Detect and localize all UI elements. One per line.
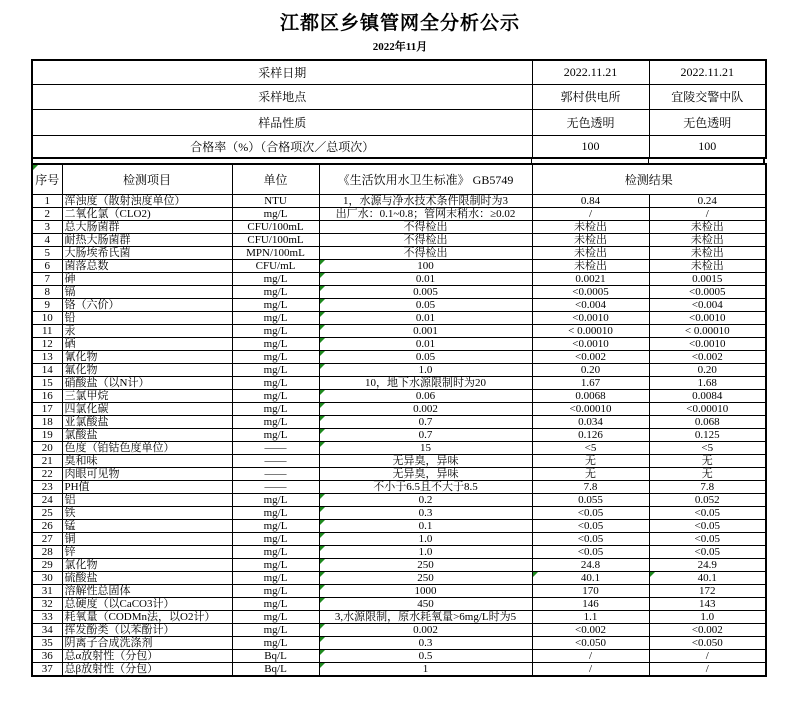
row-number-cell: 24 [32,493,62,506]
result-site1-cell: < 0.00010 [532,324,649,337]
result-site2-cell: / [649,649,766,662]
result-site1-cell: 40.1 [532,571,649,584]
item-cell: 大肠埃希氏菌 [62,246,232,259]
unit-cell: CFU/mL [232,259,319,272]
row-number-cell: 9 [32,298,62,311]
table-row [32,324,766,337]
standard-cell: 0.7 [319,428,532,441]
unit-cell: mg/L [232,376,319,389]
result-site1-cell: / [532,649,649,662]
result-site2-cell: 0.125 [649,428,766,441]
unit-cell: CFU/100mL [232,233,319,246]
row-number-cell: 31 [32,584,62,597]
table-row [32,350,766,363]
unit-cell: mg/L [232,623,319,636]
row-number-cell: 17 [32,402,62,415]
table-row [32,298,766,311]
result-site1-cell: 无 [532,467,649,480]
standard-cell: 250 [319,571,532,584]
unit-cell: mg/L [232,324,319,337]
table-row [32,623,766,636]
result-site1-cell: <0.05 [532,545,649,558]
result-site2-cell: 7.8 [649,480,766,493]
result-site1-cell: 1.1 [532,610,649,623]
standard-cell: 0.2 [319,493,532,506]
result-site1-cell: 未检出 [532,220,649,233]
table-row [32,194,766,207]
unit-cell: CFU/100mL [232,220,319,233]
table-row [32,467,766,480]
unit-cell: mg/L [232,558,319,571]
table-row [32,493,766,506]
table-row [32,571,766,584]
unit-cell: mg/L [232,597,319,610]
standard-cell: 无异臭，异味 [319,454,532,467]
standard-cell: 0.01 [319,311,532,324]
result-site1-cell: 0.20 [532,363,649,376]
result-site2-cell: / [649,207,766,220]
row-number-cell: 29 [32,558,62,571]
result-site2-cell: 未检出 [649,220,766,233]
table-row [32,259,766,272]
table-row [32,636,766,649]
unit-cell: mg/L [232,363,319,376]
table-row [32,246,766,259]
unit-cell: mg/L [232,350,319,363]
standard-cell: 不小于6.5且不大于8.5 [319,480,532,493]
unit-cell: mg/L [232,389,319,402]
item-cell: 锌 [62,545,232,558]
result-site2-cell: 0.052 [649,493,766,506]
result-site2-cell: < 0.00010 [649,324,766,337]
info-label-sampling-date: 采样日期 [32,60,532,84]
table-row [32,610,766,623]
unit-cell: —— [232,467,319,480]
standard-cell: 0.001 [319,324,532,337]
result-site2-cell: 0.20 [649,363,766,376]
sampling-date-site2: 2022.11.21 [649,60,766,84]
result-site1-cell: 170 [532,584,649,597]
table-row [32,506,766,519]
pass-rate-site1: 100 [532,135,649,158]
table-row [32,285,766,298]
row-number-cell: 5 [32,246,62,259]
row-number-cell: 19 [32,428,62,441]
result-site2-cell: 40.1 [649,571,766,584]
result-site1-cell: <0.004 [532,298,649,311]
result-site2-cell: <0.00010 [649,402,766,415]
unit-cell: —— [232,454,319,467]
table-row [32,519,766,532]
table-row [32,584,766,597]
unit-cell: MPN/100mL [232,246,319,259]
unit-cell: mg/L [232,519,319,532]
result-site2-cell: 未检出 [649,246,766,259]
table-row [32,207,766,220]
standard-cell: 不得检出 [319,246,532,259]
result-site2-cell: <5 [649,441,766,454]
standard-cell: 0.06 [319,389,532,402]
row-number-cell: 20 [32,441,62,454]
unit-cell: mg/L [232,337,319,350]
info-label-sample-nature: 样品性质 [32,109,532,135]
item-cell: 二氧化氯（CLO2) [62,207,232,220]
result-site1-cell: 未检出 [532,233,649,246]
table-row [32,376,766,389]
item-cell: 挥发酚类（以苯酚计） [62,623,232,636]
result-site2-cell: <0.004 [649,298,766,311]
result-site2-cell: <0.002 [649,623,766,636]
standard-cell: 1.0 [319,545,532,558]
sampling-date-site1: 2022.11.21 [532,60,649,84]
result-site2-cell: 0.0015 [649,272,766,285]
row-number-cell: 7 [32,272,62,285]
item-cell: 铝 [62,493,232,506]
result-site1-cell: <0.002 [532,623,649,636]
row-number-cell: 27 [32,532,62,545]
item-cell: 肉眼可见物 [62,467,232,480]
standard-cell: 100 [319,259,532,272]
result-site1-cell: <5 [532,441,649,454]
standard-cell: 0.002 [319,402,532,415]
result-site1-cell: / [532,207,649,220]
unit-cell: mg/L [232,506,319,519]
col-header-result: 检测结果 [532,164,766,194]
standard-cell: 250 [319,558,532,571]
unit-cell: NTU [232,194,319,207]
unit-cell: mg/L [232,493,319,506]
item-cell: 铬（六价） [62,298,232,311]
result-site2-cell: <0.0005 [649,285,766,298]
standard-cell: 0.5 [319,649,532,662]
standard-cell: 450 [319,597,532,610]
row-number-cell: 4 [32,233,62,246]
table-row [32,480,766,493]
row-number-cell: 34 [32,623,62,636]
item-cell: 色度（铂钴色度单位） [62,441,232,454]
result-site1-cell: <0.05 [532,532,649,545]
table-row [32,415,766,428]
page-subtitle: 2022年11月 [372,41,428,53]
result-site2-cell: 无 [649,454,766,467]
standard-cell: 10，地下水源限制时为20 [319,376,532,389]
table-gap-strip [31,159,765,163]
item-cell: 氰化物 [62,350,232,363]
sample-nature-site2: 无色透明 [649,109,766,135]
info-row-sample-nature [32,109,766,135]
standard-cell: 1000 [319,584,532,597]
col-header-item: 检测项目 [62,164,232,194]
standard-cell: 1.0 [319,363,532,376]
result-site2-cell: 24.9 [649,558,766,571]
page-title: 江都区乡镇管网全分析公示 [279,13,520,34]
result-site2-cell: 无 [649,467,766,480]
col-header-standard: 《生活饮用水卫生标准》 GB5749 [319,164,532,194]
item-cell: 氯酸盐 [62,428,232,441]
info-label-sampling-location: 采样地点 [32,84,532,109]
result-site1-cell: <0.0010 [532,311,649,324]
row-number-cell: 37 [32,662,62,676]
table-row [32,532,766,545]
info-row-sampling-location [32,84,766,109]
result-site2-cell: <0.05 [649,519,766,532]
results-body [32,194,766,676]
col-header-unit: 单位 [232,164,319,194]
unit-cell: mg/L [232,207,319,220]
item-cell: 总硬度（以CaCO3计） [62,597,232,610]
info-row-pass-rate [32,135,766,158]
standard-cell: 0.01 [319,337,532,350]
row-number-cell: 33 [32,610,62,623]
row-number-cell: 28 [32,545,62,558]
table-row [32,220,766,233]
unit-cell: mg/L [232,402,319,415]
row-number-cell: 16 [32,389,62,402]
result-site2-cell: 0.068 [649,415,766,428]
unit-cell: mg/L [232,311,319,324]
standard-cell: 0.05 [319,298,532,311]
item-cell: 耗氧量（CODMn法，以O2计） [62,610,232,623]
result-site2-cell: <0.0010 [649,311,766,324]
row-number-cell: 23 [32,480,62,493]
item-cell: 四氯化碳 [62,402,232,415]
unit-cell: mg/L [232,285,319,298]
pass-rate-site2: 100 [649,135,766,158]
result-site2-cell: 1.0 [649,610,766,623]
standard-cell: 0.01 [319,272,532,285]
item-cell: 砷 [62,272,232,285]
unit-cell: mg/L [232,532,319,545]
unit-cell: mg/L [232,636,319,649]
item-cell: 三氯甲烷 [62,389,232,402]
result-site2-cell: <0.050 [649,636,766,649]
result-site2-cell: <0.002 [649,350,766,363]
unit-cell: Bq/L [232,662,319,676]
result-site2-cell: 0.0084 [649,389,766,402]
standard-cell: 3,水源限制，原水耗氧量>6mg/L时为5 [319,610,532,623]
row-number-cell: 18 [32,415,62,428]
result-site1-cell: <0.050 [532,636,649,649]
standard-cell: 不得检出 [319,233,532,246]
table-row [32,454,766,467]
row-number-cell: 32 [32,597,62,610]
standard-cell: 15 [319,441,532,454]
item-cell: 浑浊度（散射浊度单位） [62,194,232,207]
item-cell: 铁 [62,506,232,519]
result-site1-cell: 未检出 [532,246,649,259]
result-site1-cell: / [532,662,649,676]
result-site1-cell: 0.0068 [532,389,649,402]
standard-cell: 0.7 [319,415,532,428]
result-site2-cell: <0.05 [649,545,766,558]
result-site1-cell: 0.126 [532,428,649,441]
results-header-row [32,164,766,194]
unit-cell: —— [232,441,319,454]
item-cell: 镉 [62,285,232,298]
info-row-sampling-date [32,60,766,84]
item-cell: 菌落总数 [62,259,232,272]
item-cell: 总α放射性（分包） [62,649,232,662]
item-cell: 汞 [62,324,232,337]
item-cell: 氟化物 [62,363,232,376]
result-site1-cell: <0.05 [532,506,649,519]
standard-cell: 0.005 [319,285,532,298]
standard-cell: 出厂水：0.1~0.8；管网末稍水：≥0.02 [319,207,532,220]
result-site1-cell: 7.8 [532,480,649,493]
table-row [32,363,766,376]
standard-cell: 1，水源与净水技术条件限制时为3 [319,194,532,207]
result-site1-cell: 1.67 [532,376,649,389]
standard-cell: 0.002 [319,623,532,636]
result-site2-cell: 172 [649,584,766,597]
item-cell: 阴离子合成洗涤剂 [62,636,232,649]
row-number-cell: 30 [32,571,62,584]
result-site1-cell: 0.055 [532,493,649,506]
unit-cell: mg/L [232,584,319,597]
result-site1-cell: <0.00010 [532,402,649,415]
table-row [32,649,766,662]
standard-cell: 不得检出 [319,220,532,233]
row-number-cell: 14 [32,363,62,376]
item-cell: 臭和味 [62,454,232,467]
unit-cell: mg/L [232,428,319,441]
result-site1-cell: 146 [532,597,649,610]
item-cell: 硫酸盐 [62,571,232,584]
row-number-cell: 8 [32,285,62,298]
result-site2-cell: / [649,662,766,676]
result-site2-cell: 143 [649,597,766,610]
info-label-pass-rate: 合格率（%）（合格项次／总项次） [32,135,532,158]
item-cell: PH值 [62,480,232,493]
row-number-cell: 12 [32,337,62,350]
row-number-cell: 21 [32,454,62,467]
result-site1-cell: 0.84 [532,194,649,207]
standard-cell: 0.05 [319,350,532,363]
result-site1-cell: 24.8 [532,558,649,571]
unit-cell: mg/L [232,610,319,623]
result-site2-cell: 未检出 [649,233,766,246]
row-number-cell: 1 [32,194,62,207]
item-cell: 硝酸盐（以N计） [62,376,232,389]
unit-cell: mg/L [232,571,319,584]
table-row [32,337,766,350]
row-number-cell: 6 [32,259,62,272]
result-site2-cell: <0.0010 [649,337,766,350]
result-site1-cell: <0.002 [532,350,649,363]
table-row [32,662,766,676]
result-site1-cell: <0.0010 [532,337,649,350]
table-row [32,428,766,441]
item-cell: 铅 [62,311,232,324]
result-site2-cell: 未检出 [649,259,766,272]
unit-cell: Bq/L [232,649,319,662]
standard-cell: 1 [319,662,532,676]
standard-cell: 0.3 [319,636,532,649]
table-row [32,545,766,558]
row-number-cell: 22 [32,467,62,480]
row-number-cell: 2 [32,207,62,220]
result-site1-cell: 0.034 [532,415,649,428]
row-number-cell: 3 [32,220,62,233]
item-cell: 溶解性总固体 [62,584,232,597]
col-header-row-number: 序号 [32,164,62,194]
results-table [31,163,767,677]
table-row [32,558,766,571]
result-site2-cell: <0.05 [649,532,766,545]
item-cell: 氯化物 [62,558,232,571]
row-number-cell: 11 [32,324,62,337]
table-row [32,272,766,285]
unit-cell: mg/L [232,545,319,558]
table-row [32,233,766,246]
sample-info-table [31,59,767,159]
standard-cell: 1.0 [319,532,532,545]
unit-cell: mg/L [232,272,319,285]
row-number-cell: 25 [32,506,62,519]
unit-cell: —— [232,480,319,493]
row-number-cell: 13 [32,350,62,363]
table-row [32,597,766,610]
table-row [32,402,766,415]
row-number-cell: 35 [32,636,62,649]
item-cell: 总β放射性（分包） [62,662,232,676]
result-site1-cell: 无 [532,454,649,467]
result-site2-cell: <0.05 [649,506,766,519]
standard-cell: 0.1 [319,519,532,532]
row-number-cell: 26 [32,519,62,532]
result-site2-cell: 0.24 [649,194,766,207]
row-number-cell: 10 [32,311,62,324]
result-site2-cell: 1.68 [649,376,766,389]
item-cell: 铜 [62,532,232,545]
item-cell: 锰 [62,519,232,532]
table-row [32,441,766,454]
row-number-cell: 36 [32,649,62,662]
result-site1-cell: 未检出 [532,259,649,272]
result-site1-cell: <0.0005 [532,285,649,298]
item-cell: 亚氯酸盐 [62,415,232,428]
item-cell: 总大肠菌群 [62,220,232,233]
standard-cell: 无异臭，异味 [319,467,532,480]
table-row [32,389,766,402]
sample-nature-site1: 无色透明 [532,109,649,135]
result-site1-cell: <0.05 [532,519,649,532]
standard-cell: 0.3 [319,506,532,519]
unit-cell: mg/L [232,415,319,428]
sampling-location-site1: 郭村供电所 [532,84,649,109]
unit-cell: mg/L [232,298,319,311]
item-cell: 耐热大肠菌群 [62,233,232,246]
item-cell: 硒 [62,337,232,350]
sampling-location-site2: 宜陵交警中队 [649,84,766,109]
result-site1-cell: 0.0021 [532,272,649,285]
table-row [32,311,766,324]
row-number-cell: 15 [32,376,62,389]
